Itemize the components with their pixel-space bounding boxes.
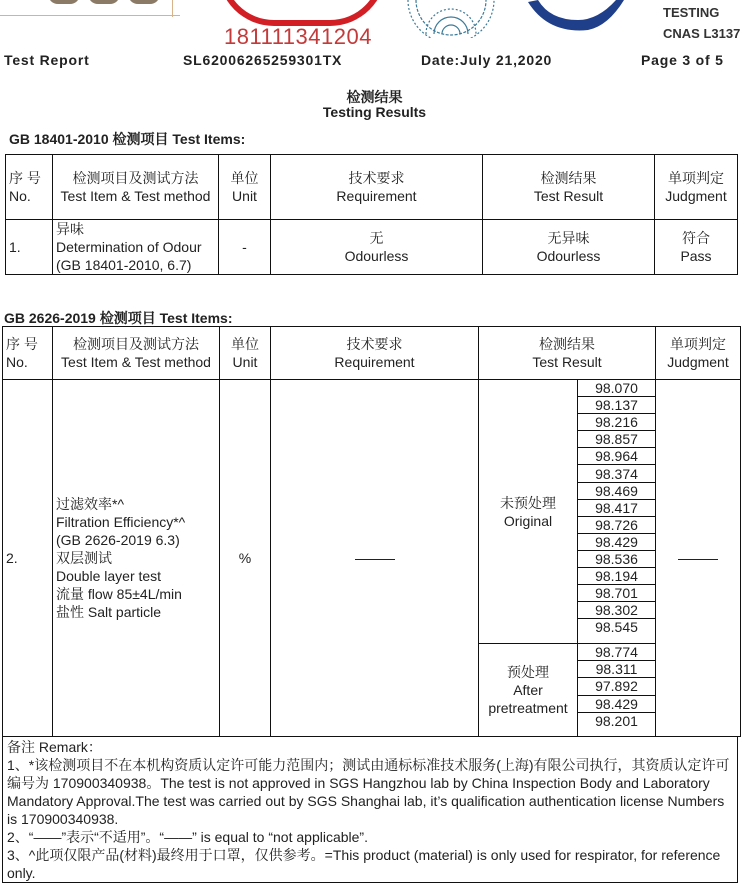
result-value: 98.070 xyxy=(578,380,655,397)
gb18401-table xyxy=(5,154,738,275)
result-value: 98.726 xyxy=(578,516,655,533)
result-value: 98.469 xyxy=(578,482,655,499)
remark-2: 2、“——”表示“不适用”。“——” is equal to “not applicable”. xyxy=(7,829,368,845)
result-value: 98.701 xyxy=(578,585,655,602)
result-value: 98.374 xyxy=(578,465,655,482)
result-value: 98.216 xyxy=(578,414,655,431)
col-result: 检测结果 Test Result xyxy=(483,155,655,220)
col-requirement: 技术要求 Requirement xyxy=(271,327,479,380)
table-row xyxy=(3,380,741,644)
result-value: 97.892 xyxy=(578,678,655,695)
cnas-text xyxy=(663,2,740,44)
item-line: Double layer test xyxy=(56,568,162,584)
report-date: Date:July 21,2020 xyxy=(421,52,553,68)
item-line: (GB 2626-2019 6.3) xyxy=(56,532,180,548)
col-item: 检测项目及测试方法 Test Item & Test method xyxy=(53,155,219,220)
page-number: Page 3 of 5 xyxy=(641,52,724,68)
col-result: 检测结果 Test Result xyxy=(479,327,656,380)
table-row xyxy=(6,220,738,275)
item-line: 过滤效率*^ xyxy=(56,496,125,512)
logo-rule-line xyxy=(0,15,180,16)
section1-heading: GB 18401-2010 检测项目 Test Items: xyxy=(9,131,246,147)
result-value: 98.536 xyxy=(578,550,655,567)
result-value: 98.964 xyxy=(578,448,655,465)
result-value: 98.545 xyxy=(578,619,655,636)
remark-3: 3、^此项仅限产品(材料)最终用于口罩，仅供参考。=This product (material) is only used for respirator, for reference only. xyxy=(7,847,721,881)
row-judgment: 符合 Pass xyxy=(655,220,738,275)
logo-rule-vline xyxy=(172,0,173,17)
remarks-title: 备注 Remark： xyxy=(7,739,102,755)
col-unit: 单位 Unit xyxy=(220,327,271,380)
col-requirement: 技术要求 Requirement xyxy=(271,155,483,220)
item-line: 盐性 Salt particle xyxy=(56,604,162,620)
result-value: 98.857 xyxy=(578,431,655,448)
row-requirement xyxy=(271,380,479,737)
report-number: SL62006265259301TX xyxy=(183,52,343,68)
item-line: 流量 flow 85±4L/min xyxy=(56,586,182,602)
col-judgment: 单项判定 Judgment xyxy=(656,327,741,380)
result-value: 98.311 xyxy=(578,661,655,678)
company-logo xyxy=(48,0,168,6)
cma-logo xyxy=(218,0,386,26)
col-judgment: 单项判定 Judgment xyxy=(655,155,738,220)
row-unit: - xyxy=(219,220,271,275)
cnas-testing: TESTING xyxy=(663,5,720,20)
result-value: 98.201 xyxy=(578,712,655,729)
result-value: 98.429 xyxy=(578,695,655,712)
remark-1: 1、*该检测项目不在本机构资质认定许可能力范围内；测试由通标标准技术服务(上海)有限公司执行，其资质认定许可编号为 170900340938。The test is not approved in SGS Hangzhou lab by China Inspection Body and Laboratory Mandatory Approval.The test was carried out by SGS Shanghai lab, it’s qualification authentication license Numbers is 170900340938. xyxy=(7,757,730,827)
ilac-logo-icon xyxy=(398,0,504,38)
row-unit: % xyxy=(220,380,271,737)
requirement-not-applicable xyxy=(355,559,395,561)
item-line: Filtration Efficiency*^ xyxy=(56,514,186,530)
col-no: 序 号 No. xyxy=(6,155,53,220)
col-unit: 单位 Unit xyxy=(219,155,271,220)
row-no: 2. xyxy=(3,380,53,737)
cnas-logo-icon xyxy=(528,0,624,38)
original-label: 未预处理 Original xyxy=(479,380,578,644)
page-title-en: Testing Results xyxy=(322,104,427,120)
result-value: 98.774 xyxy=(578,644,655,661)
col-item: 检测项目及测试方法 Test Item & Test method xyxy=(53,327,220,380)
row-requirement: 无 Odourless xyxy=(271,220,483,275)
cma-stamp-number: 181111341204 xyxy=(224,24,372,49)
result-value: 98.302 xyxy=(578,602,655,619)
section2-heading: GB 2626-2019 检测项目 Test Items: xyxy=(4,310,233,326)
row-item: 异味 Determination of Odour (GB 18401-2010, 6.7) xyxy=(53,220,219,275)
result-value: 98.429 xyxy=(578,533,655,550)
gb2626-table xyxy=(2,326,741,737)
table-header-row xyxy=(6,155,738,220)
row-no: 1. xyxy=(6,220,53,275)
result-value: 98.194 xyxy=(578,568,655,585)
report-label: Test Report xyxy=(4,52,90,68)
judgment-not-applicable xyxy=(678,559,718,561)
page-title-cn: 检测结果 xyxy=(346,89,403,105)
remarks-box xyxy=(2,736,738,883)
pretreatment-label: 预处理 After pretreatment xyxy=(479,644,578,737)
item-line: 双层测试 xyxy=(56,550,112,566)
cnas-number: CNAS L3137 xyxy=(663,26,741,41)
row-result: 无异味 Odourless xyxy=(483,220,655,275)
table-header-row xyxy=(3,327,741,380)
col-no: 序 号 No. xyxy=(3,327,53,380)
pretreatment-values xyxy=(578,644,656,737)
result-value: 98.137 xyxy=(578,397,655,414)
row-item xyxy=(53,380,220,737)
original-values xyxy=(578,380,656,644)
row-judgment xyxy=(656,380,741,737)
result-value: 98.417 xyxy=(578,499,655,516)
